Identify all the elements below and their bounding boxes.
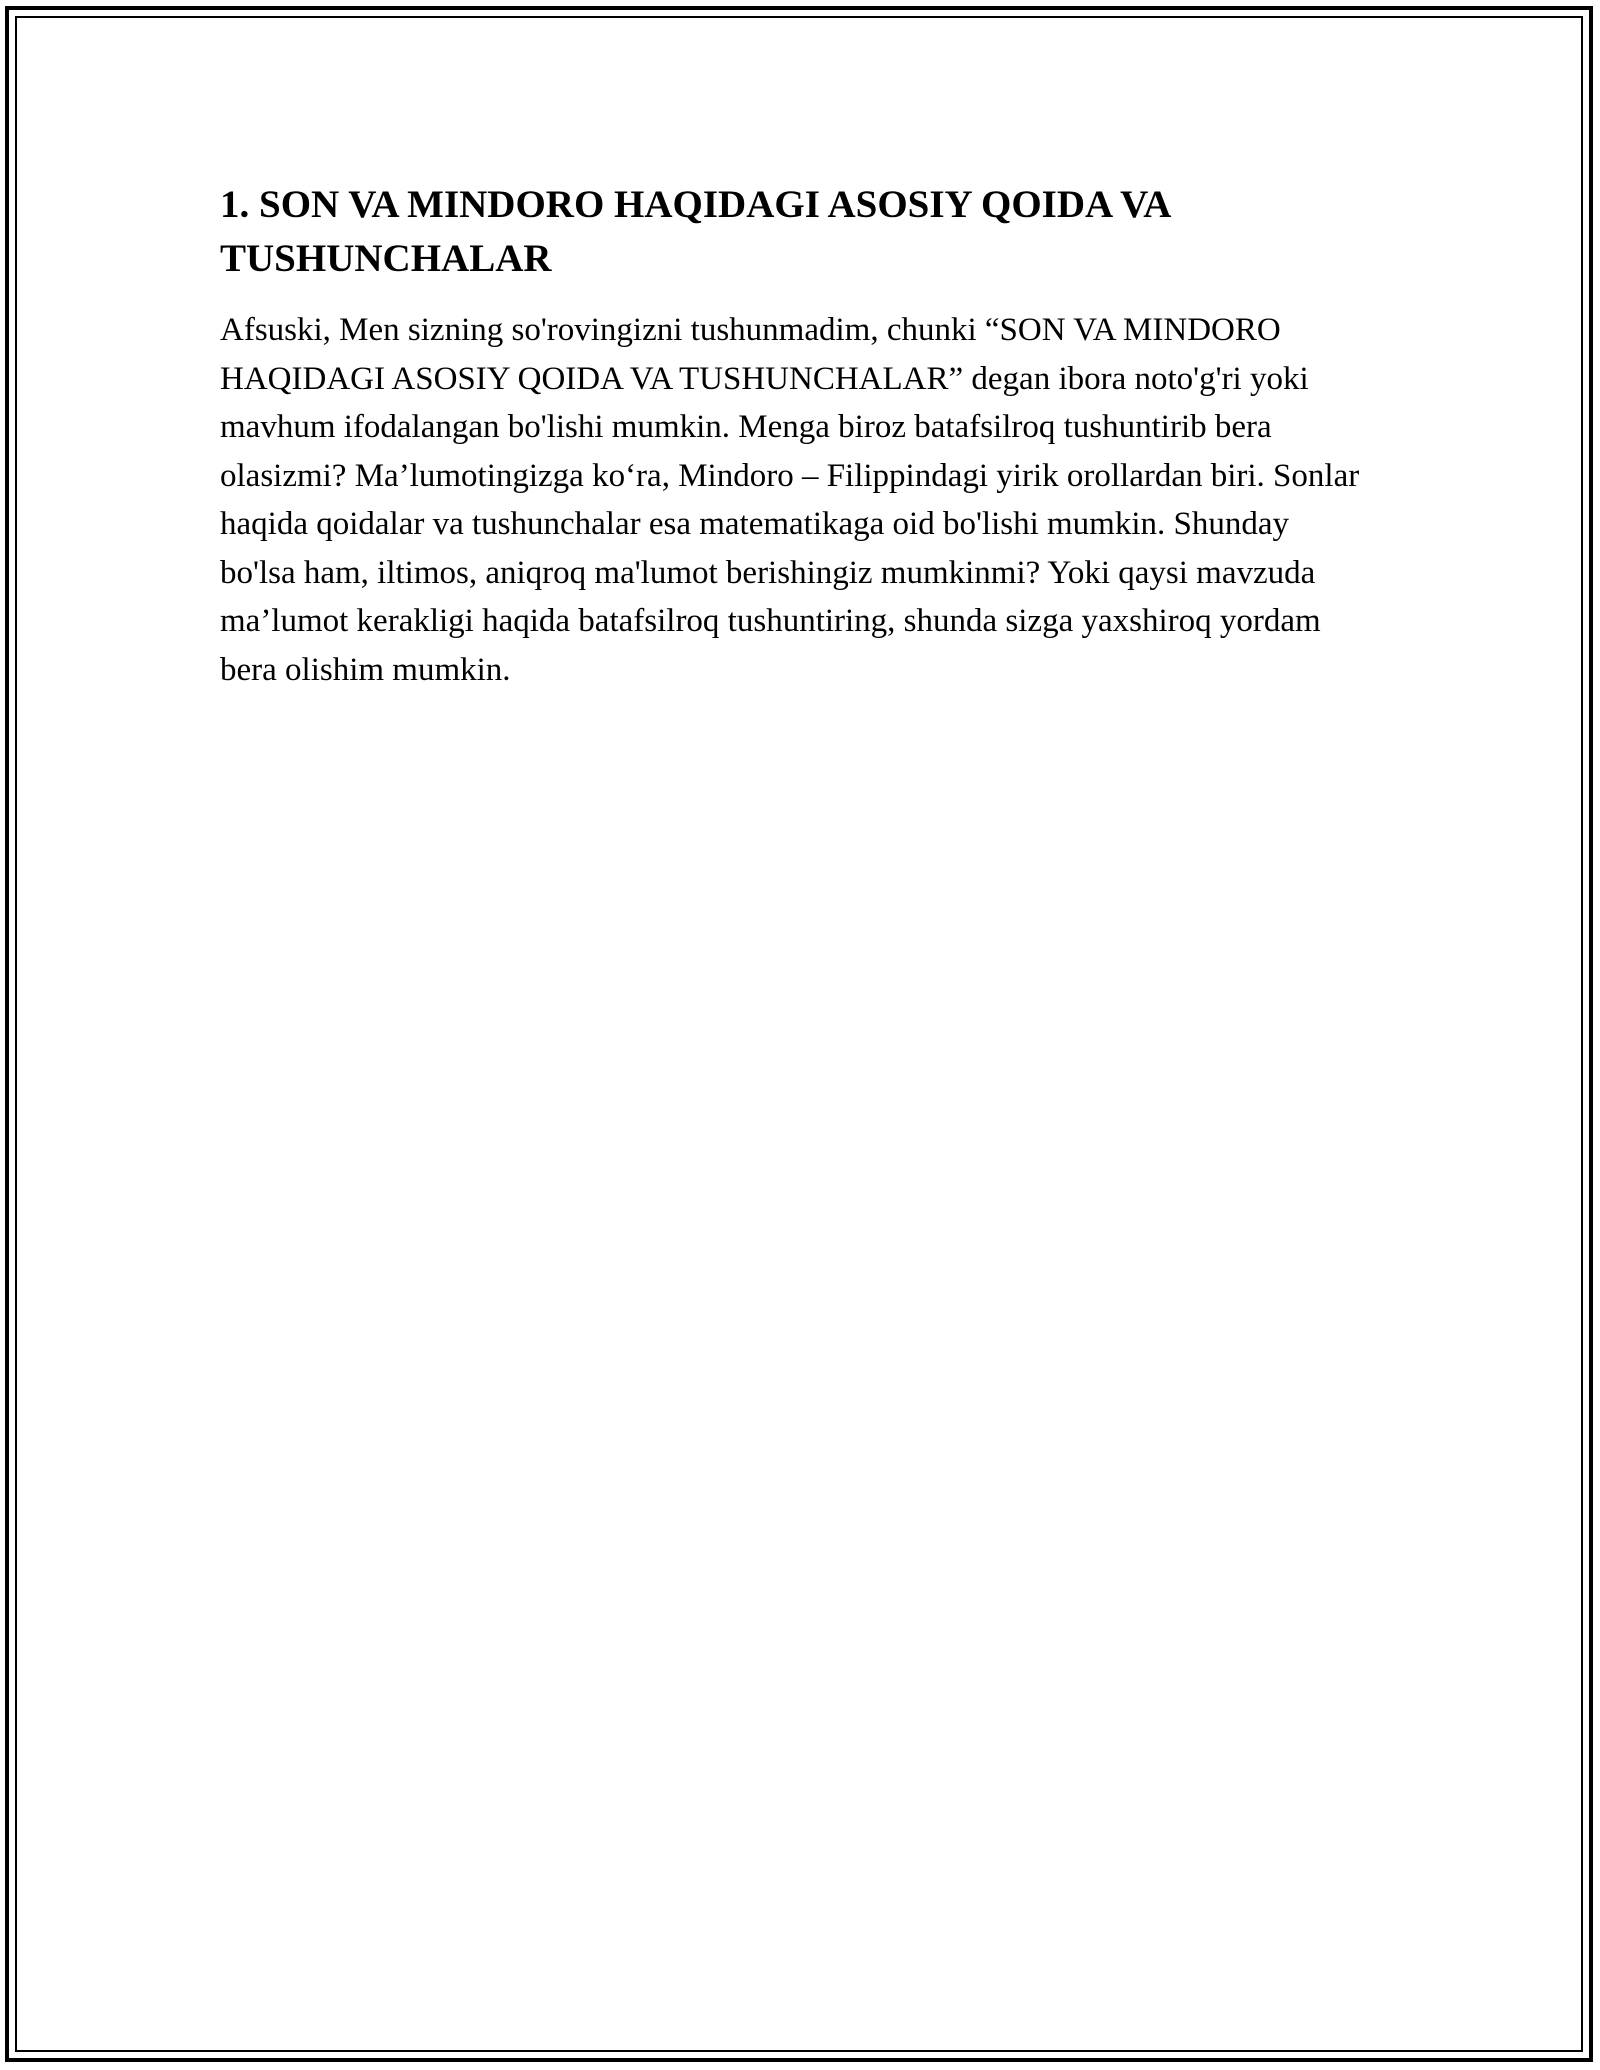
document-content [220, 178, 1370, 694]
body-paragraph: Afsuski, Men sizning so'rovingizni tushunmadim, chunki “SON VA MINDORO HAQIDAGI ASOSIY QOIDA VA TUSHUNCHALAR” degan ibora noto'g'ri yoki mavhum ifodalangan bo'lishi mumkin. Menga biroz batafsilroq tushuntirib bera olasizmi? Ma’lumotingizga ko‘ra, Mindoro – Filippindagi yirik orollardan biri. Sonlar haqida qoidalar va tushunchalar esa matematikaga oid bo'lishi mumkin. Shunday bo'lsa ham, iltimos, aniqroq ma'lumot berishingiz mumkinmi? Yoki qaysi mavzuda ma’lumot kerakligi haqida batafsilroq tushuntiring, shunda sizga yaxshiroq yordam bera olishim mumkin. [220, 312, 1360, 688]
section-heading: 1. SON VA MINDORO HAQIDAGI ASOSIY QOIDA VA TUSHUNCHALAR [220, 183, 1170, 280]
